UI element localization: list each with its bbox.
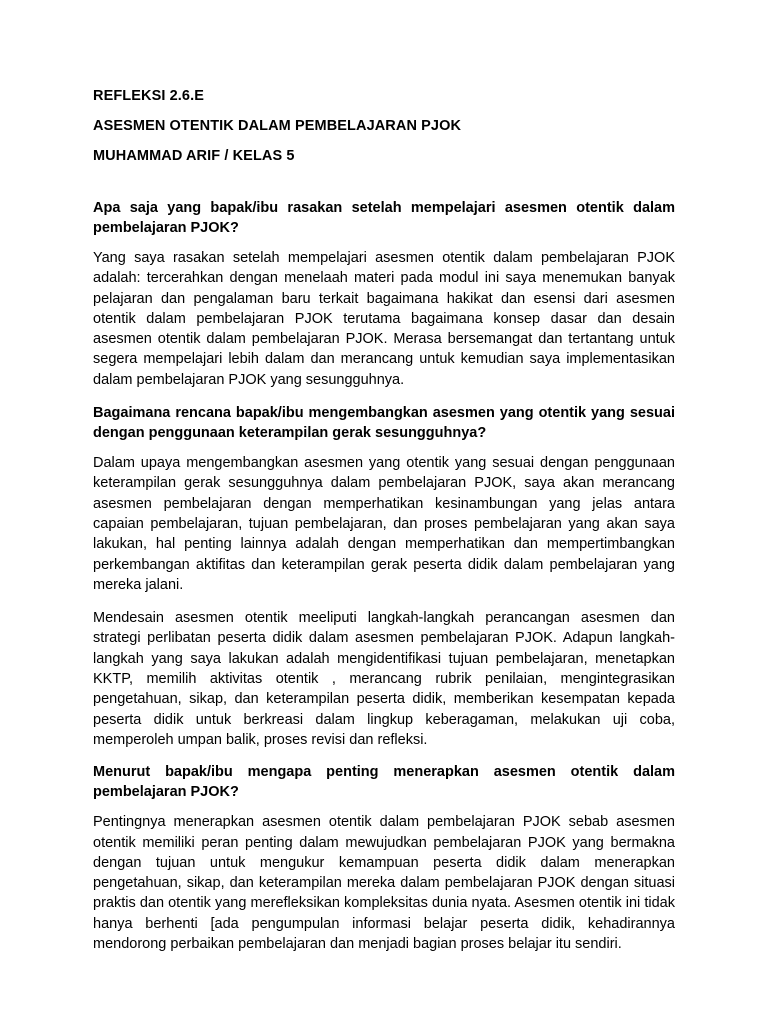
answer-paragraph: Mendesain asesmen otentik meeliputi langkah-langkah perancangan asesmen dan strategi perlibatan peserta didik dalam asesmen pembelajaran PJOK. Adapun langkah-langkah yang saya lakukan adalah mengidentifikasi tujuan pembelajaran, menetapkan KKTP, memilih aktivitas otentik , merancang rubrik penilaian, mengintegrasikan pengetahuan, sikap, dan keterampilan peserta didik, memberikan kesempatan kepada peserta didik untuk berkreasi dalam lingkup keberagaman, melakukan uji coba, memperoleh umpan balik, proses revisi dan refleksi.	[93, 610, 675, 748]
answer-paragraph: Yang saya rasakan setelah mempelajari asesmen otentik dalam pembelajaran PJOK adalah: tercerahkan dengan menelaah materi pada modul ini saya menemukan banyak pelajaran dan pengalaman baru terkait bagaimana hakikat dan esensi dari asesmen otentik dalam pembelajaran PJOK terutama bagaimana konsep dasar dan desain asesmen otentik dalam pembelajaran PJOK. Merasa bersemangat dan tertantang untuk segera mempelajari lebih dalam dan merancang untuk kemudian saya implementasikan dalam pembelajaran PJOK yang sesungguhnya.	[93, 250, 675, 388]
document-subtitle: ASESMEN OTENTIK DALAM PEMBELAJARAN PJOK	[93, 118, 462, 134]
section-1	[93, 198, 675, 390]
answer-paragraph: Dalam upaya mengembangkan asesmen yang otentik yang sesuai dengan penggunaan keterampilan gerak sesungguhnya dalam pembelajaran PJOK, saya akan merancang asesmen pembelajaran dengan memperhatikan kesinambungan yang jelas antara capaian pembelajaran, tujuan pembelajaran, dan proses pembelajaran yang akan saya lakukan, hal penting lainnya adalah dengan memperhatikan dan mempertimbangkan perkembangan aktifitas dan keterampilan gerak peserta didik dalam pembelajaran yang mereka jalani.	[93, 455, 675, 593]
section-3	[93, 762, 675, 954]
question-heading: Apa saja yang bapak/ibu rasakan setelah mempelajari asesmen otentik dalam pembelajaran PJOK?	[93, 200, 675, 236]
question-heading: Bagaimana rencana bapak/ibu mengembangkan asesmen yang otentik yang sesuai dengan penggunaan keterampilan gerak sesungguhnya?	[93, 405, 675, 442]
answer-paragraph: Pentingnya menerapkan asesmen otentik dalam pembelajaran PJOK sebab asesmen otentik memiliki peran penting dalam mewujudkan pembelajaran PJOK yang bermakna dengan tujuan untuk mengukur kemampuan peserta didik dalam menerapkan pengetahuan, sikap, dan keterampilan mereka dalam pembelajaran PJOK dengan situasi praktis dan otentik yang merefleksikan kompleksitas dunia nyata. Asesmen otentik ini tidak hanya berhenti [ada pengumpulan informasi belajar peserta didik, kehadirannya mendorong perbaikan pembelajaran dan menjadi bagian proses belajar itu sendiri.	[93, 814, 675, 953]
document-page	[93, 87, 675, 967]
document-title: REFLEKSI 2.6.E	[93, 88, 204, 104]
section-2	[93, 403, 675, 750]
question-heading: Menurut bapak/ibu mengapa penting menerapkan asesmen otentik dalam pembelajaran PJOK?	[93, 764, 675, 801]
author-class-line: MUHAMMAD ARIF / KELAS 5	[93, 148, 295, 164]
